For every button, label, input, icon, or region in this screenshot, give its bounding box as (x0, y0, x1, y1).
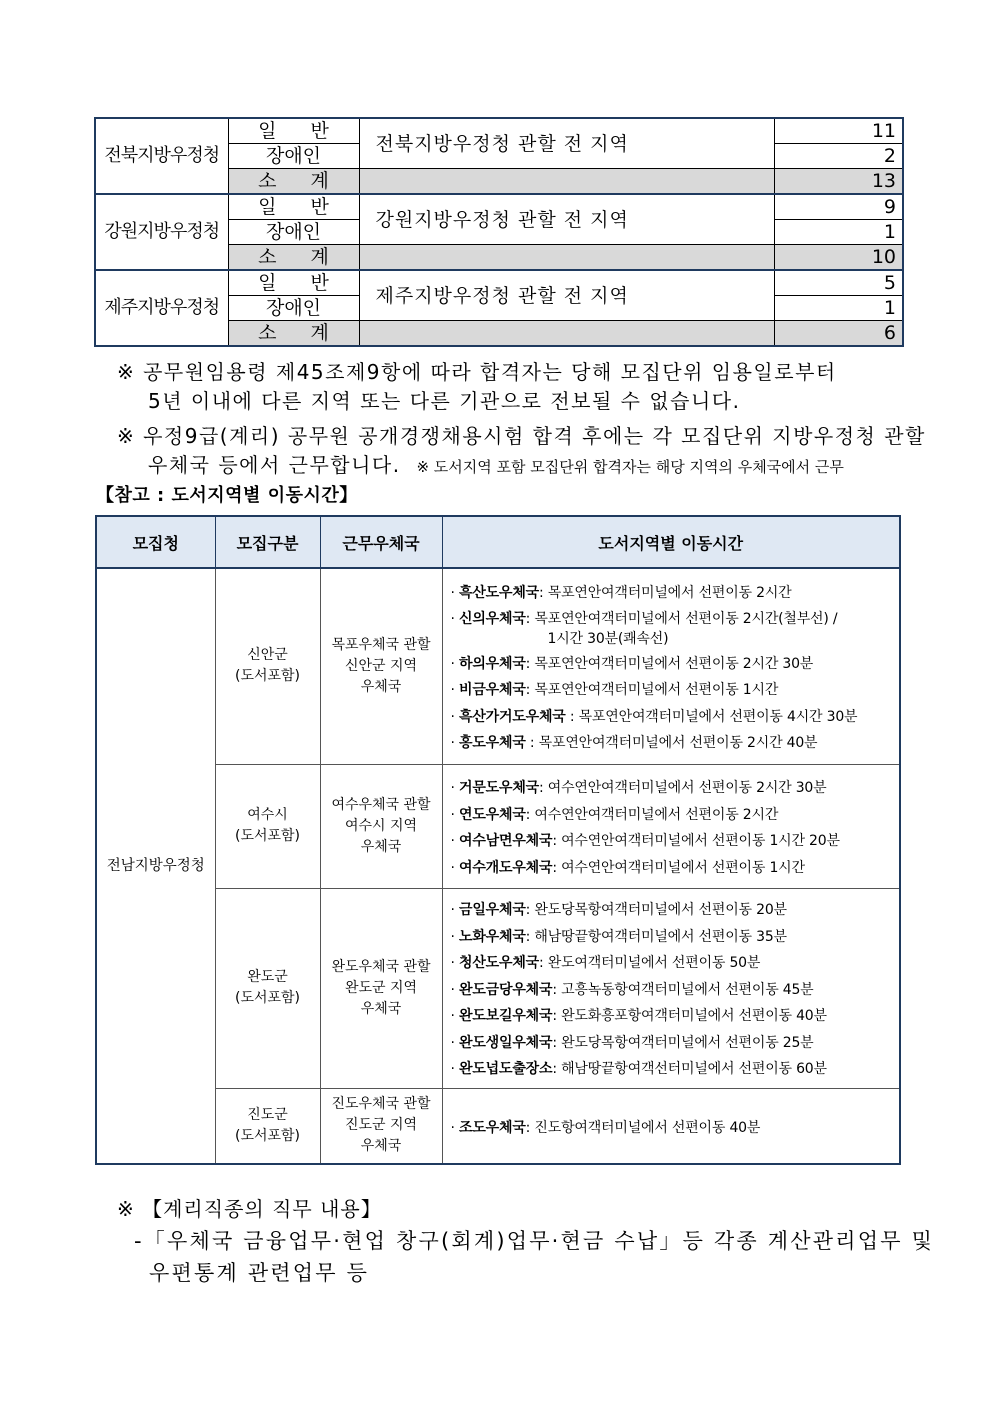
division-cell (215, 888, 320, 1088)
travel-item (451, 730, 894, 757)
office-line-2: 신안군 지역 (344, 657, 418, 674)
quota-table (94, 117, 904, 347)
division-cell (215, 568, 320, 764)
post-office-name: 거문도우체국 (459, 780, 539, 796)
note-2-line-2 (148, 449, 844, 478)
bullet: · (450, 1008, 455, 1025)
count-general: 5 (774, 270, 903, 296)
post-office-name: 흑산도우체국 (459, 584, 539, 601)
travel-item (451, 1030, 894, 1057)
office-line-2: 완도군 지역 (344, 979, 418, 996)
travel-text: : 목포연안여객터미널에서 선편이동 2시간 40분 (525, 735, 818, 752)
header-agency: 모집청 (96, 516, 215, 568)
agency-cell: 전남지방우정청 (96, 568, 215, 1164)
bullet: · (450, 859, 455, 876)
travel-text: : 여수연안여객터미널에서 선편이동 1시간 20분 (552, 833, 840, 849)
count-disabled: 2 (774, 144, 903, 169)
count-general: 9 (774, 194, 903, 220)
travel-text: : 목포연안여객터미널에서 선편이동 4시간 30분 (565, 708, 858, 725)
bullet: · (450, 955, 455, 972)
bullet: · (450, 806, 455, 823)
travel-text: : 목포연안여객터미널에서 선편이동 2시간 (538, 584, 792, 601)
division-name: 신안군 (247, 647, 288, 664)
travel-item (451, 855, 894, 882)
division-cell (215, 1088, 320, 1164)
bullet: · (450, 735, 455, 752)
duty-line-1: -「우체국 금융업무·현업 창구(회계)업무·현금 수납」등 각종 계산관리업무 및 (134, 1229, 935, 1253)
travel-text: : 완도화흥포항여객터미널에서 선편이동 40분 (552, 1008, 827, 1025)
travel-text: : 목포연안여객터미널에서 선편이동 2시간(철부선) / (525, 611, 838, 628)
post-office-name: 여수남면우체국 (459, 833, 553, 849)
division-name: 완도군 (247, 969, 288, 985)
header-division: 모집구분 (215, 516, 320, 568)
post-office-name: 신의우체국 (459, 611, 526, 628)
travel-text: : 완도당목항여객터미널에서 선편이동 20분 (525, 902, 787, 919)
note-1-line-1: ※ 공무원임용령 제45조제9항에 따라 합격자는 당해 모집단위 임용일로부터 (117, 360, 837, 384)
office-line-1: 여수우체국 관할 (331, 796, 431, 813)
header-travel-time: 도서지역별 이동시간 (442, 516, 900, 568)
travel-item (451, 924, 894, 951)
office-cell (320, 764, 442, 888)
travel-text: : 완도당목항여객터미널에서 선편이동 25분 (552, 1034, 814, 1051)
subtotal-blank (359, 169, 774, 195)
bullet: · (450, 584, 455, 601)
duty-line-2: 우편통계 관련업무 등 (149, 1261, 370, 1285)
travel-list (442, 1088, 900, 1164)
travel-item (451, 897, 894, 924)
travel-list (442, 764, 900, 888)
count-disabled: 1 (774, 296, 903, 321)
note-2-small: ※ 도서지역 포함 모집단위 합격자는 해당 지역의 우체국에서 근무 (416, 458, 844, 476)
kind-subtotal: 소 계 (228, 321, 359, 347)
division-name: 진도군 (247, 1106, 288, 1123)
office-line-3: 우체국 (360, 1138, 402, 1155)
kind-disabled: 장애인 (228, 220, 359, 245)
travel-text: : 목포연안여객터미널에서 선편이동 1시간 (525, 682, 779, 699)
post-office-name: 조도우체국 (459, 1119, 526, 1136)
division-note: (도서포함) (234, 668, 301, 685)
travel-item (451, 775, 894, 802)
travel-item (451, 1115, 894, 1142)
ref-title: 【참고 : 도서지역별 이동시간】 (96, 485, 358, 506)
kind-subtotal: 소 계 (228, 169, 359, 195)
office-line-3: 우체국 (360, 838, 402, 855)
division-note: (도서포함) (234, 1127, 301, 1144)
travel-list (442, 888, 900, 1088)
header-office: 근무우체국 (320, 516, 442, 568)
travel-item (451, 580, 894, 607)
office-line-1: 진도우체국 관할 (331, 1096, 431, 1113)
office-line-2: 여수시 지역 (344, 817, 418, 834)
kind-general: 일 반 (228, 118, 359, 144)
post-office-name: 노화우체국 (459, 928, 526, 945)
subtotal-blank (359, 321, 774, 347)
post-office-name: 금일우체국 (459, 902, 526, 919)
post-office-name: 완도생일우체국 (459, 1034, 553, 1051)
travel-item (451, 802, 894, 829)
office-line-1: 완도우체국 관할 (331, 958, 431, 975)
bullet: · (450, 1119, 455, 1136)
bullet: · (450, 611, 455, 628)
post-office-name: 청산도우체국 (459, 955, 539, 972)
count-general: 11 (774, 118, 903, 144)
note-2-line-2-text: 우체국 등에서 근무합니다. (148, 453, 401, 477)
travel-item (451, 1003, 894, 1030)
travel-item (451, 651, 894, 678)
office-line-2: 진도군 지역 (344, 1117, 418, 1134)
agency-cell: 전북지방우정청 (95, 118, 228, 194)
area-cell: 전북지방우정청 관할 전 지역 (359, 118, 774, 169)
office-line-3: 우체국 (360, 678, 402, 695)
post-office-name: 완도보길우체국 (459, 1008, 553, 1025)
post-office-name: 여수개도우체국 (459, 859, 553, 876)
travel-text: : 해남땅끝항여객선터미널에서 선편이동 60분 (552, 1061, 827, 1078)
count-disabled: 1 (774, 220, 903, 245)
agency-cell: 강원지방우정청 (95, 194, 228, 270)
bullet: · (450, 1034, 455, 1051)
kind-disabled: 장애인 (228, 296, 359, 321)
post-office-name: 연도우체국 (459, 806, 526, 823)
office-line-3: 우체국 (360, 1000, 402, 1017)
bullet: · (450, 780, 455, 796)
division-cell (215, 764, 320, 888)
office-cell (320, 888, 442, 1088)
area-cell: 강원지방우정청 관할 전 지역 (359, 194, 774, 245)
post-office-name: 비금우체국 (459, 682, 526, 699)
travel-text: : 여수연안여객터미널에서 선편이동 2시간 (525, 806, 779, 823)
post-office-name: 완도넙도출장소 (459, 1061, 553, 1078)
travel-list (442, 568, 900, 764)
division-name: 여수시 (247, 807, 288, 823)
travel-text: : 여수연안여객터미널에서 선편이동 2시간 30분 (538, 780, 827, 796)
duty-heading: ※ 【계리직종의 직무 내용】 (117, 1197, 382, 1221)
ref-table (95, 515, 901, 1165)
travel-text-cont: 1시간 30분(쾌속선) (547, 630, 669, 647)
travel-item (451, 704, 894, 731)
bullet: · (450, 1061, 455, 1078)
division-note: (도서포함) (234, 990, 301, 1006)
travel-text: : 고흥녹동항여객터미널에서 선편이동 45분 (552, 981, 814, 998)
bullet: · (450, 682, 455, 699)
division-note: (도서포함) (234, 828, 301, 844)
travel-item (451, 950, 894, 977)
kind-subtotal: 소 계 (228, 245, 359, 271)
kind-disabled: 장애인 (228, 144, 359, 169)
travel-item (451, 1056, 894, 1083)
bullet: · (450, 928, 455, 945)
travel-item (451, 677, 894, 704)
post-office-name: 홍도우체국 (459, 735, 526, 752)
kind-general: 일 반 (228, 270, 359, 296)
count-subtotal: 10 (774, 245, 903, 271)
bullet: · (450, 708, 455, 725)
office-cell (320, 1088, 442, 1164)
travel-item (451, 828, 894, 855)
area-cell: 제주지방우정청 관할 전 지역 (359, 270, 774, 321)
post-office-name: 완도금당우체국 (459, 981, 553, 998)
bullet: · (450, 902, 455, 919)
agency-cell: 제주지방우정청 (95, 270, 228, 346)
bullet: · (450, 655, 455, 672)
count-subtotal: 6 (774, 321, 903, 347)
count-subtotal: 13 (774, 169, 903, 195)
travel-text: : 여수연안여객터미널에서 선편이동 1시간 (552, 859, 805, 876)
travel-text: : 목포연안여객터미널에서 선편이동 2시간 30분 (525, 655, 814, 672)
travel-text: : 완도여객터미널에서 선편이동 50분 (538, 955, 761, 972)
bullet: · (450, 833, 455, 849)
travel-text: : 해남땅끝항여객터미널에서 선편이동 35분 (525, 928, 787, 945)
bullet: · (450, 981, 455, 998)
note-1-line-2: 5년 이내에 다른 지역 또는 다른 기관으로 전보될 수 없습니다. (148, 389, 741, 413)
travel-item (451, 977, 894, 1004)
kind-general: 일 반 (228, 194, 359, 220)
office-line-1: 목포우체국 관할 (331, 636, 431, 653)
office-cell (320, 568, 442, 764)
travel-text: : 진도항여객터미널에서 선편이동 40분 (525, 1119, 761, 1136)
subtotal-blank (359, 245, 774, 271)
post-office-name: 하의우체국 (459, 655, 526, 672)
travel-item (451, 606, 894, 649)
post-office-name: 흑산가거도우체국 (459, 708, 566, 725)
note-2-line-1: ※ 우정9급(계리) 공무원 공개경쟁채용시험 합격 후에는 각 모집단위 지방우정청 관할 (117, 424, 926, 448)
